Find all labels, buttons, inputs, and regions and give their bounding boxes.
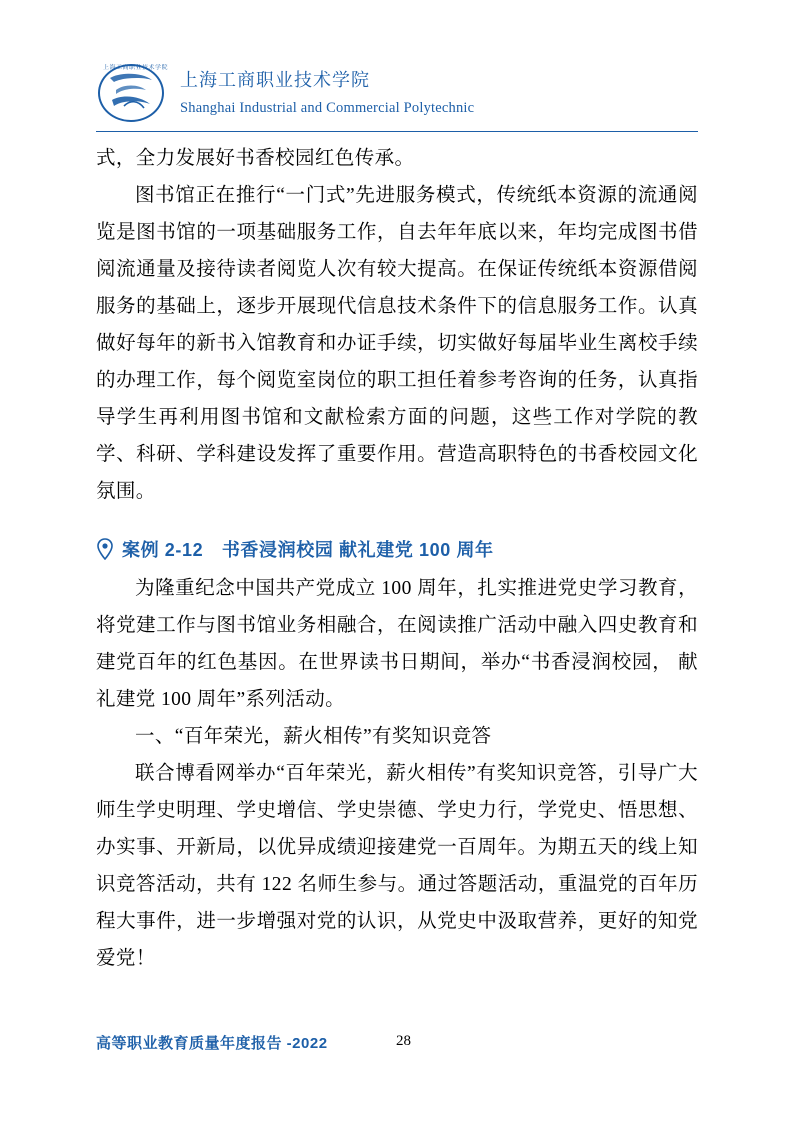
case-heading [96,536,698,562]
paragraph-section-one: 一、“百年荣光，薪火相传”有奖知识竞答 [135,726,492,747]
location-pin-icon [96,538,114,560]
institution-name-en: Shanghai Industrial and Commercial Polytechnic [180,100,475,116]
page-content [96,140,698,977]
logo-inner-mark [104,70,158,116]
logo-arc-text: 上海工商职业技术学院 [103,65,169,71]
page-footer [96,1032,698,1060]
page-number: 28 [396,1033,411,1049]
paragraph-case-intro: 为隆重纪念中国共产党成立 100 周年，扎实推进党史学习教育，将党建工作与图书馆业务相融合，在阅读推广活动中融入四史教育和建党百年的红色基因。在世界读书日期间，举办“书香浸润校园， 献礼建党 100 周年”系列活动。 [96,578,698,710]
institution-name-cn: 上海工商职业技术学院 [180,70,370,90]
page-header [96,58,698,133]
case-heading-text: 案例 2-12 书香浸润校园 献礼建党 100 周年 [122,540,494,560]
paragraph-quiz-detail: 联合博看网举办“百年荣光，薪火相传”有奖知识竞答，引导广大师生学史明理、学史增信、学史崇德、学史力行，学党史、悟思想、办实事、开新局，以优异成绩迎接建党一百周年。为期五天的线上知识竞答活动，共有 122 名师生参与。通过答题活动，重温党的百年历程大事件，进一步增强对党的认识，从党史中汲取营养，更好的知党爱党！ [96,763,698,969]
paragraph-continuation: 式，全力发展好书香校园红色传承。 [96,148,415,169]
logo-swoosh-icon [104,70,158,116]
paragraph-library-service: 图书馆正在推行“一门式”先进服务模式，传统纸本资源的流通阅览是图书馆的一项基础服务工作，自去年年底以来，年均完成图书借阅流通量及接待读者阅览人次有较大提高。在保证传统纸本资源借阅服务的基础上，逐步开展现代信息技术条件下的信息服务工作。认真做好每年的新书入馆教育和办证手续，切实做好每届毕业生离校手续的办理工作，每个阅览室岗位的职工担任着参考咨询的任务，认真指导学生再利用图书馆和文献检索方面的问题，这些工作对学院的教学、科研、学科建设发挥了重要作用。营造高职特色的书香校园文化氛围。 [96,185,698,502]
school-logo [96,60,168,126]
footer-report-title: 高等职业教育质量年度报告 -2022 [96,1035,328,1052]
header-divider [96,131,698,132]
